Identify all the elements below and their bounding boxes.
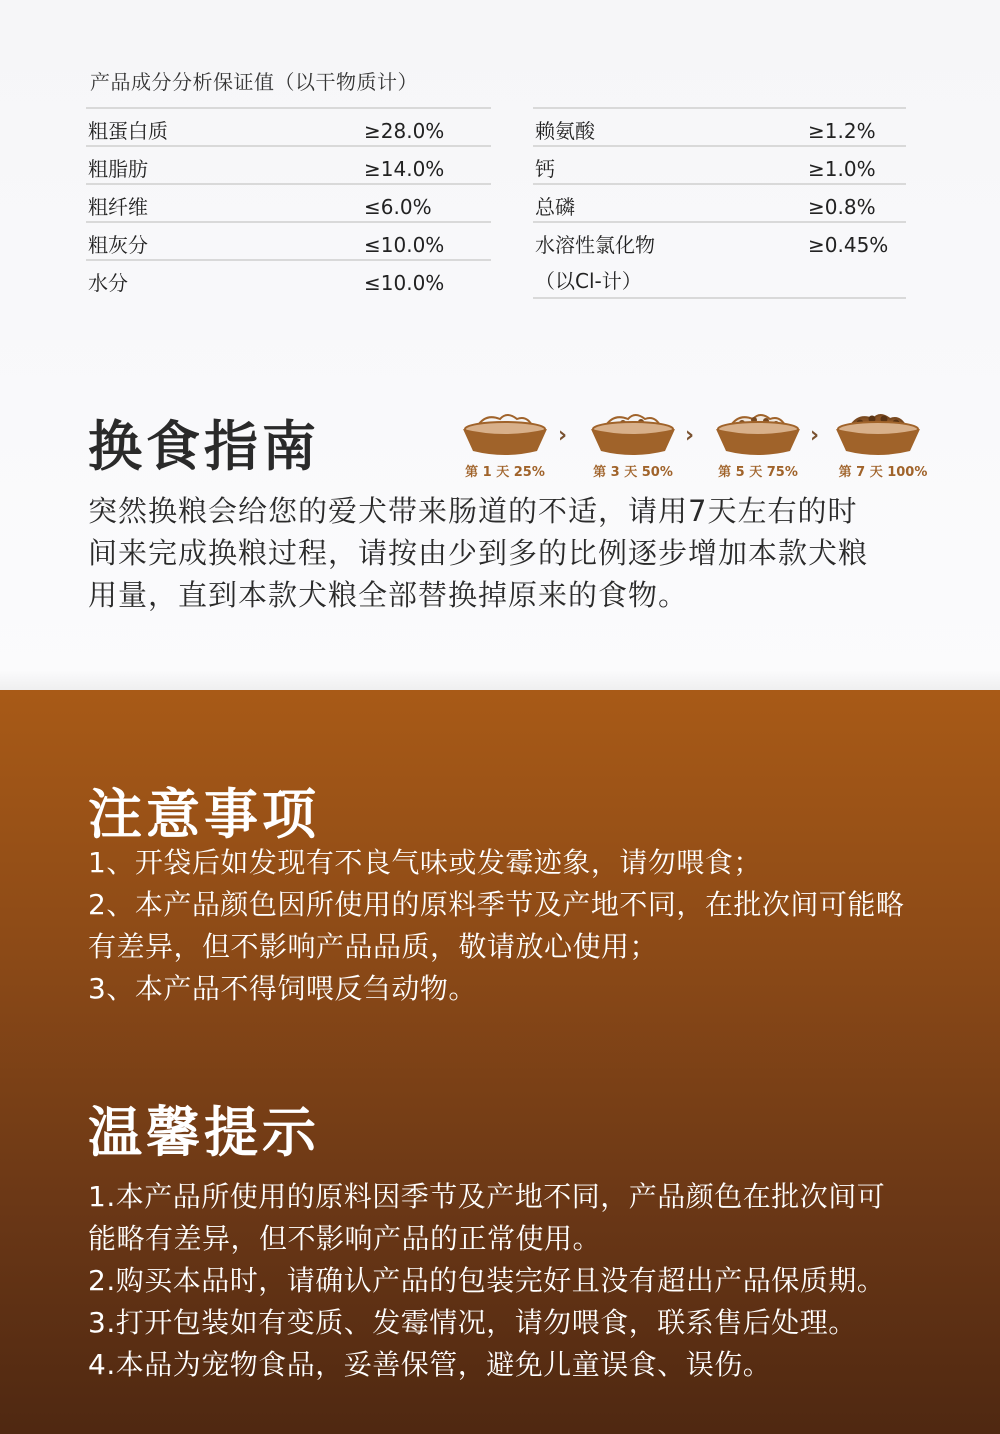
notice-line: 2、本产品颜色因所使用的原料季节及产地不同，在批次间可能略 — [88, 888, 905, 921]
step-day-5 — [708, 405, 808, 485]
tips-list — [88, 1176, 928, 1386]
nutrient-value: ≥28.0% — [364, 119, 445, 143]
nutrient-name: 粗纤维 — [88, 195, 148, 219]
nutrient-name — [535, 227, 655, 299]
step-day-3 — [583, 405, 683, 485]
food-bowl-icon — [828, 405, 928, 461]
nutrient-name: 粗蛋白质 — [88, 119, 168, 143]
nutrient-name: 粗脂肪 — [88, 157, 148, 181]
table-row — [86, 109, 491, 147]
table-row — [533, 147, 906, 185]
nutrient-value: ≥0.45% — [808, 233, 889, 257]
nutrient-name-line1: 水溶性氯化物 — [535, 233, 655, 257]
food-bowl-icon — [708, 405, 808, 461]
notice-list — [88, 842, 958, 1010]
guide-title: 换食指南 — [88, 415, 320, 478]
notice-line: 1、开袋后如发现有不良气味或发霉迹象，请勿喂食； — [88, 846, 762, 879]
nutrient-name: 总磷 — [535, 195, 575, 219]
analysis-table-left — [86, 107, 491, 297]
table-row — [86, 185, 491, 223]
analysis-table-right — [533, 107, 906, 299]
nutrient-name: 钙 — [535, 157, 555, 181]
nutrient-name: 粗灰分 — [88, 233, 148, 257]
nutrient-value: ≥14.0% — [364, 157, 445, 181]
notice-line: 有差异，但不影响产品品质，敬请放心使用； — [88, 930, 659, 963]
nutrient-value: ≥1.2% — [808, 119, 876, 143]
guide-line: 用量，直到本款犬粮全部替换掉原来的食物。 — [88, 578, 689, 612]
guide-line: 间来完成换粮过程，请按由少到多的比例逐步增加本款犬粮 — [88, 536, 869, 570]
step-day-1 — [455, 405, 555, 485]
step-label: 第 1 天 25% — [465, 465, 545, 480]
step-arrow-icon: › — [685, 423, 695, 448]
nutrient-value: ≤10.0% — [364, 271, 445, 295]
nutrient-value: ≤10.0% — [364, 233, 445, 257]
top-section — [0, 0, 1000, 690]
tips-title: 温馨提示 — [88, 1101, 320, 1164]
step-day-7 — [828, 405, 928, 485]
table-row — [86, 261, 491, 297]
tips-line: 2.购买本品时，请确认产品的包装完好且没有超出产品保质期。 — [88, 1264, 886, 1297]
table-row — [533, 109, 906, 147]
table-row — [533, 223, 906, 299]
table-row — [533, 185, 906, 223]
table-row — [86, 223, 491, 261]
analysis-title: 产品成分分析保证值（以干物质计） — [90, 70, 418, 94]
tips-line: 4.本品为宠物食品，妥善保管，避免儿童误食、误伤。 — [88, 1348, 772, 1381]
food-bowl-icon — [455, 405, 555, 461]
food-transition-steps — [455, 405, 930, 485]
nutrient-name: 水分 — [88, 271, 128, 295]
nutrient-value: ≤6.0% — [364, 195, 432, 219]
guide-line: 突然换粮会给您的爱犬带来肠道的不适，请用7天左右的时 — [88, 494, 858, 528]
step-arrow-icon: › — [558, 423, 568, 448]
nutrient-value: ≥0.8% — [808, 195, 876, 219]
guide-description — [88, 490, 928, 616]
nutrient-name: 赖氨酸 — [535, 119, 595, 143]
nutrient-value: ≥1.0% — [808, 157, 876, 181]
notice-title: 注意事项 — [88, 783, 320, 846]
table-row — [86, 147, 491, 185]
step-arrow-icon: › — [810, 423, 820, 448]
tips-line: 1.本产品所使用的原料因季节及产地不同，产品颜色在批次间可 — [88, 1180, 886, 1213]
tips-line: 能略有差异，但不影响产品的正常使用。 — [88, 1222, 602, 1255]
tips-line: 3.打开包装如有变质、发霉情况，请勿喂食，联系售后处理。 — [88, 1306, 857, 1339]
step-label: 第 3 天 50% — [593, 465, 673, 480]
step-label: 第 5 天 75% — [718, 465, 798, 480]
step-label: 第 7 天 100% — [838, 465, 928, 480]
food-bowl-icon — [583, 405, 683, 461]
notice-line: 3、本产品不得饲喂反刍动物。 — [88, 972, 477, 1005]
nutrient-name-line2: （以Cl-计） — [535, 269, 642, 293]
